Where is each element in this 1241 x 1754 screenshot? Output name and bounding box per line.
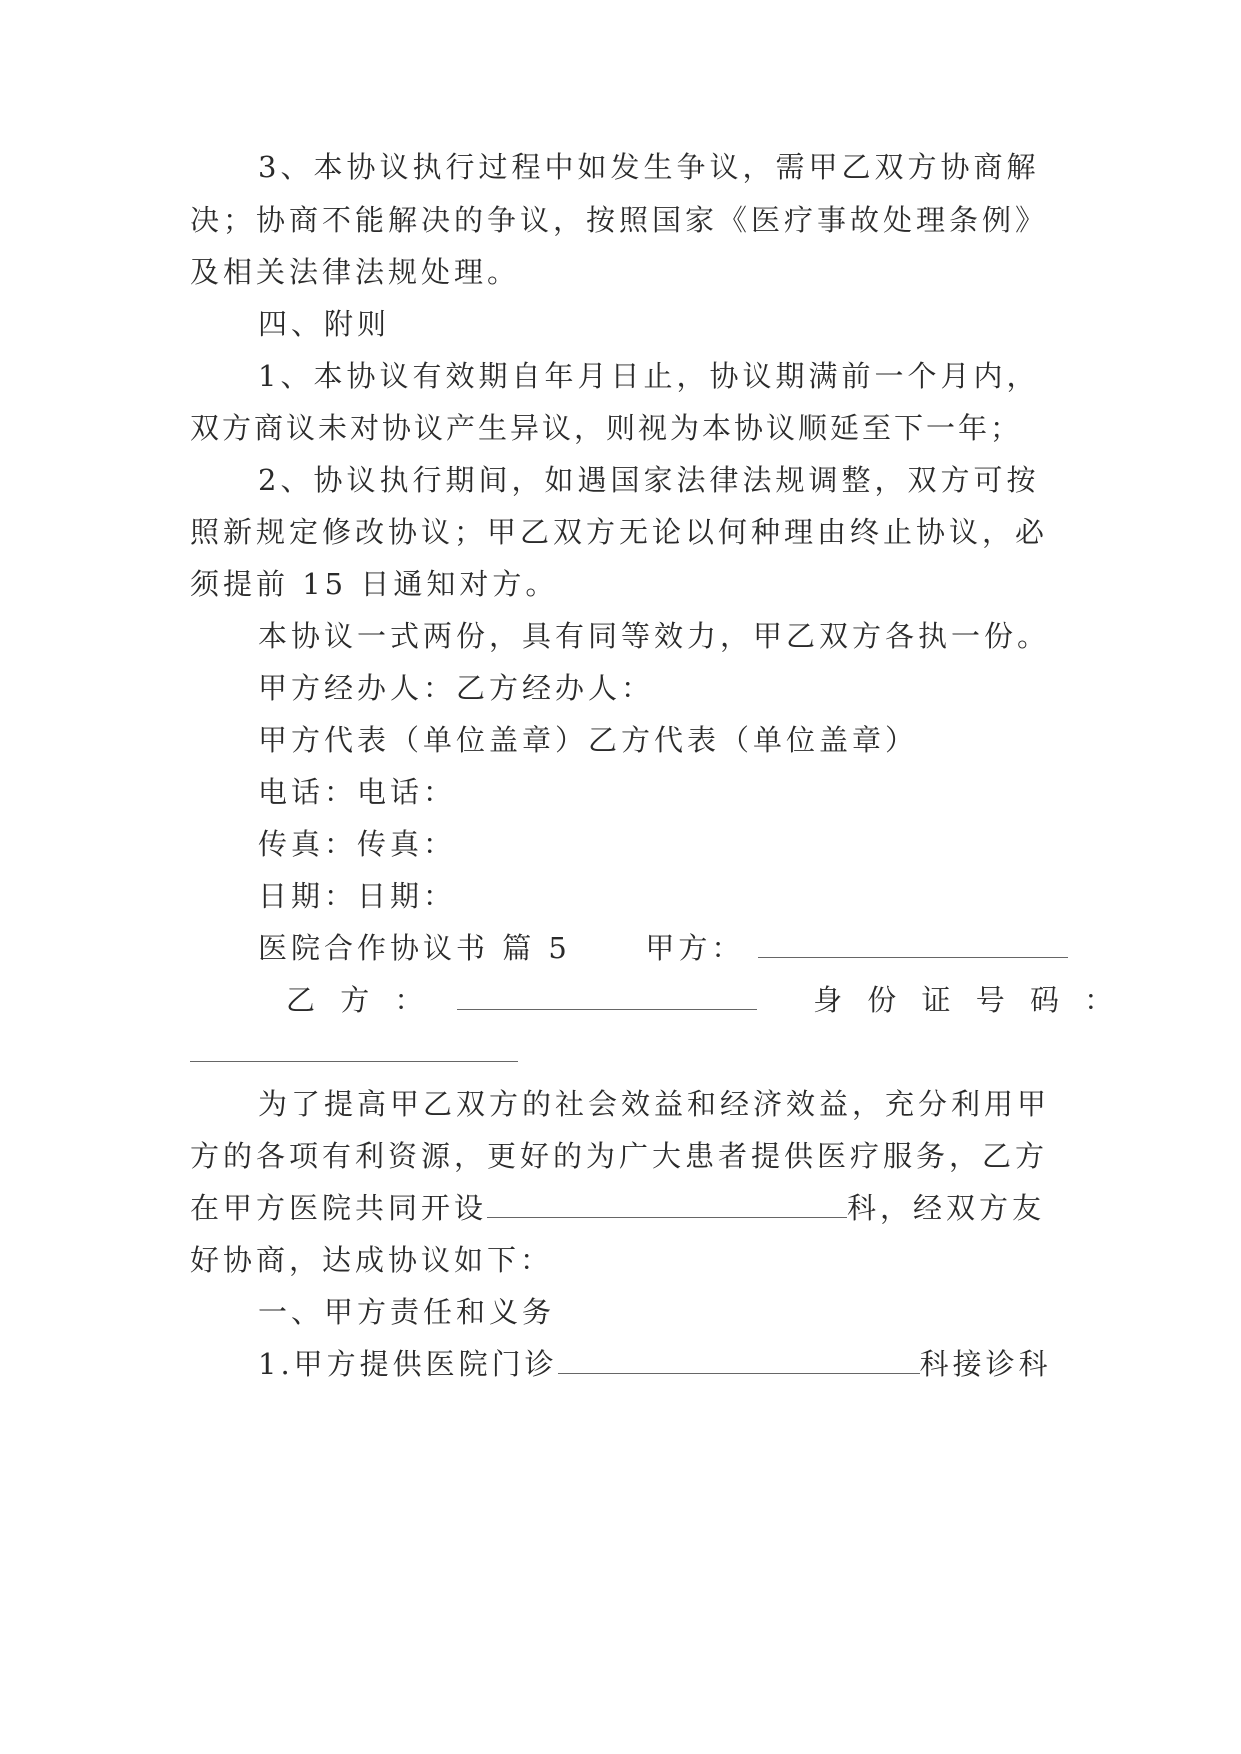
clause1-b: 科接诊科 bbox=[919, 1347, 1052, 1381]
department-blank bbox=[487, 1189, 847, 1218]
clause1-line bbox=[258, 1344, 1138, 1384]
intro-line4: 好协商，达成协议如下： bbox=[190, 1243, 554, 1277]
intro-line3-b: 科，经双方友 bbox=[847, 1191, 1046, 1225]
party-b-blank bbox=[457, 981, 757, 1010]
section4-heading: 四、附则 bbox=[258, 307, 391, 341]
intro-line2: 方的各项有利资源，更好的为广大患者提供医疗服务，乙方 bbox=[190, 1139, 1049, 1173]
party-a-label: 甲方： bbox=[645, 931, 745, 965]
id-blank bbox=[190, 1033, 518, 1062]
representatives-line: 甲方代表（单位盖章）乙方代表（单位盖章） bbox=[258, 723, 919, 757]
para3-line1: 3、本协议执行过程中如发生争议，需甲乙双方协商解 bbox=[258, 150, 1040, 184]
id-blank-line bbox=[190, 1032, 1070, 1072]
item2-line1: 2、协议执行期间，如遇国家法律法规调整，双方可按 bbox=[258, 463, 1040, 497]
next-title-line bbox=[258, 928, 1138, 968]
party-b-label: 乙 方 ： bbox=[286, 983, 432, 1017]
item2-line3: 须提前 15 日通知对方。 bbox=[190, 567, 559, 601]
party-b-line bbox=[286, 980, 1122, 1020]
item2-line2: 照新规定修改协议；甲乙双方无论以何种理由终止协议，必 bbox=[190, 515, 1049, 549]
fax-line: 传真：传真： bbox=[258, 827, 457, 861]
clinic-blank bbox=[558, 1345, 920, 1374]
item1-line2: 双方商议未对协议产生异议，则视为本协议顺延至下一年； bbox=[190, 411, 1023, 445]
agents-line: 甲方经办人：乙方经办人： bbox=[258, 671, 655, 705]
intro-line3-a: 在甲方医院共同开设 bbox=[190, 1191, 488, 1225]
para3-line2: 决；协商不能解决的争议，按照国家《医疗事故处理条例》 bbox=[190, 203, 1049, 237]
item1-line1: 1、本协议有效期自年月日止，协议期满前一个月内， bbox=[258, 359, 1040, 393]
party-a-blank bbox=[758, 929, 1068, 958]
date-line: 日期：日期： bbox=[258, 879, 457, 913]
para3-line3: 及相关法律法规处理。 bbox=[190, 255, 521, 289]
next-title: 医院合作协议书 篇 5 bbox=[258, 931, 571, 965]
copies-statement: 本协议一式两份，具有同等效力，甲乙双方各执一份。 bbox=[258, 619, 1051, 653]
intro-line3 bbox=[190, 1188, 1070, 1228]
clause1-a: 1.甲方提供医院门诊 bbox=[258, 1347, 558, 1381]
intro-line1: 为了提高甲乙双方的社会效益和经济效益，充分利用甲 bbox=[258, 1087, 1051, 1121]
section1-heading: 一、甲方责任和义务 bbox=[258, 1295, 556, 1329]
phone-line: 电话：电话： bbox=[258, 775, 457, 809]
id-label: 身 份 证 号 码 ： bbox=[813, 983, 1122, 1017]
